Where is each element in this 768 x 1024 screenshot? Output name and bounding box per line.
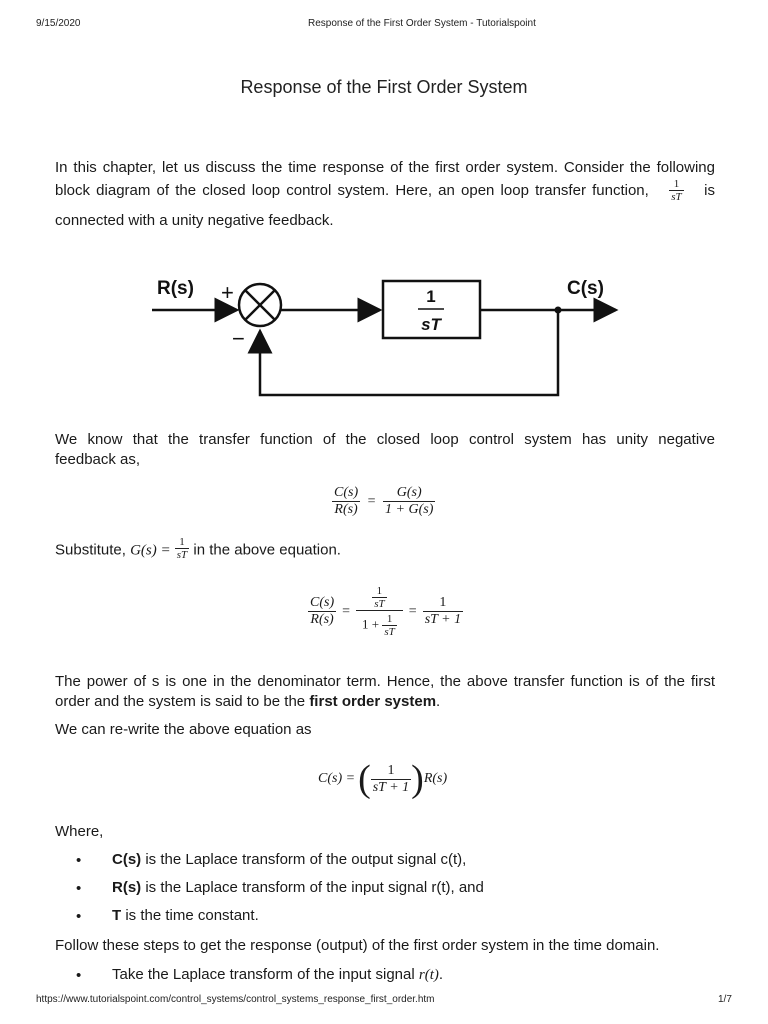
plus-sign: + [221, 280, 234, 305]
eq2-equals-2: = [408, 603, 417, 619]
substitute-post: in the above equation. [193, 541, 341, 559]
eq3-rs: R(s) [423, 771, 448, 786]
para2-line-1: We know that the transfer function of the closed loop control system has unity negative [55, 431, 715, 448]
substitute-pre: Substitute, [55, 541, 126, 559]
bullet-2: • [76, 880, 82, 897]
term-first-order-system: first order system [309, 693, 437, 710]
def-item-cs: C(s) is the Laplace transform of the output signal c(t), [112, 851, 467, 868]
equation-1 [332, 485, 435, 518]
block-denominator: sT [421, 315, 441, 334]
where-label: Where, [55, 823, 104, 840]
bullet-4: • [76, 967, 82, 984]
para3-line-2: order and the system is said to be the first order system. [55, 693, 441, 710]
rewrite-line: We can re-write the above equation as [55, 721, 312, 738]
step-item-1: Take the Laplace transform of the input signal r(t). [112, 966, 444, 983]
eq2-equals-1: = [342, 603, 351, 619]
print-url: https://www.tutorialspoint.com/control_systems/control_systems_response_first_order.htm [36, 994, 435, 1005]
eq2-lhs: $\frac{C(s)}{R(s)}$ [310, 595, 335, 627]
intro-line-2-text: block diagram of the closed loop control system. Here, an open loop transfer function, [55, 181, 649, 199]
follow-line: Follow these steps to get the response (output) of the first order system in the time domain. [55, 937, 660, 954]
intro-line-2 [55, 178, 715, 214]
eq3-left-paren: ( [358, 758, 371, 800]
input-label: R(s) [157, 278, 194, 299]
output-label: C(s) [567, 278, 604, 299]
para3-line-1: The power of s is one in the denominator term. Hence, the above transfer function is of the first [55, 673, 715, 690]
eq3-right-paren: ) [411, 758, 424, 800]
block-numerator: 1 [426, 287, 436, 306]
minus-sign: − [232, 326, 245, 351]
intro-line-2-end: is [704, 181, 715, 199]
substitute-fraction: $\frac{1}{sT}$ [176, 536, 188, 561]
intro-line-1: In this chapter, let us discuss the time response of the first order system. Consider the following [55, 159, 715, 176]
print-date: 9/15/2020 [36, 18, 81, 29]
eq3-lhs: C(s) = [318, 771, 356, 786]
para2-line-2: feedback as, [55, 451, 141, 468]
eq1-equals: = [367, 493, 376, 509]
substitute-g: G(s) = [130, 542, 171, 559]
eq1-rhs: $\frac{G(s)}{1 + G(s)}$ [385, 485, 434, 517]
eq2-middle: $\frac{1}{sT}$ 1 + $\frac{1}{sT}$ [356, 585, 403, 638]
eq1-lhs: $\frac{C(s)}{R(s)}$ [334, 485, 359, 517]
page-number: 1/7 [718, 994, 732, 1005]
equation-2 [308, 585, 463, 638]
block-diagram [140, 265, 640, 405]
intro-tf-fraction: $\frac{1}{sT}$ [671, 178, 682, 203]
def-item-rs: R(s) is the Laplace transform of the input signal r(t), and [112, 879, 484, 896]
def-item-t: T is the time constant. [112, 907, 259, 924]
equation-3 [318, 760, 447, 798]
substitute-line [55, 538, 455, 563]
eq3-fraction: $\frac{1}{sT + 1}$ [372, 762, 410, 795]
intro-line-3: connected with a unity negative feedback. [55, 212, 334, 229]
bullet-3: • [76, 908, 82, 925]
eq2-rhs: $\frac{1}{sT + 1}$ [424, 595, 462, 627]
page-title: Response of the First Order System [240, 77, 528, 97]
bullet-1: • [76, 852, 82, 869]
print-doc-title: Response of the First Order System - Tutorialspoint [308, 18, 536, 29]
